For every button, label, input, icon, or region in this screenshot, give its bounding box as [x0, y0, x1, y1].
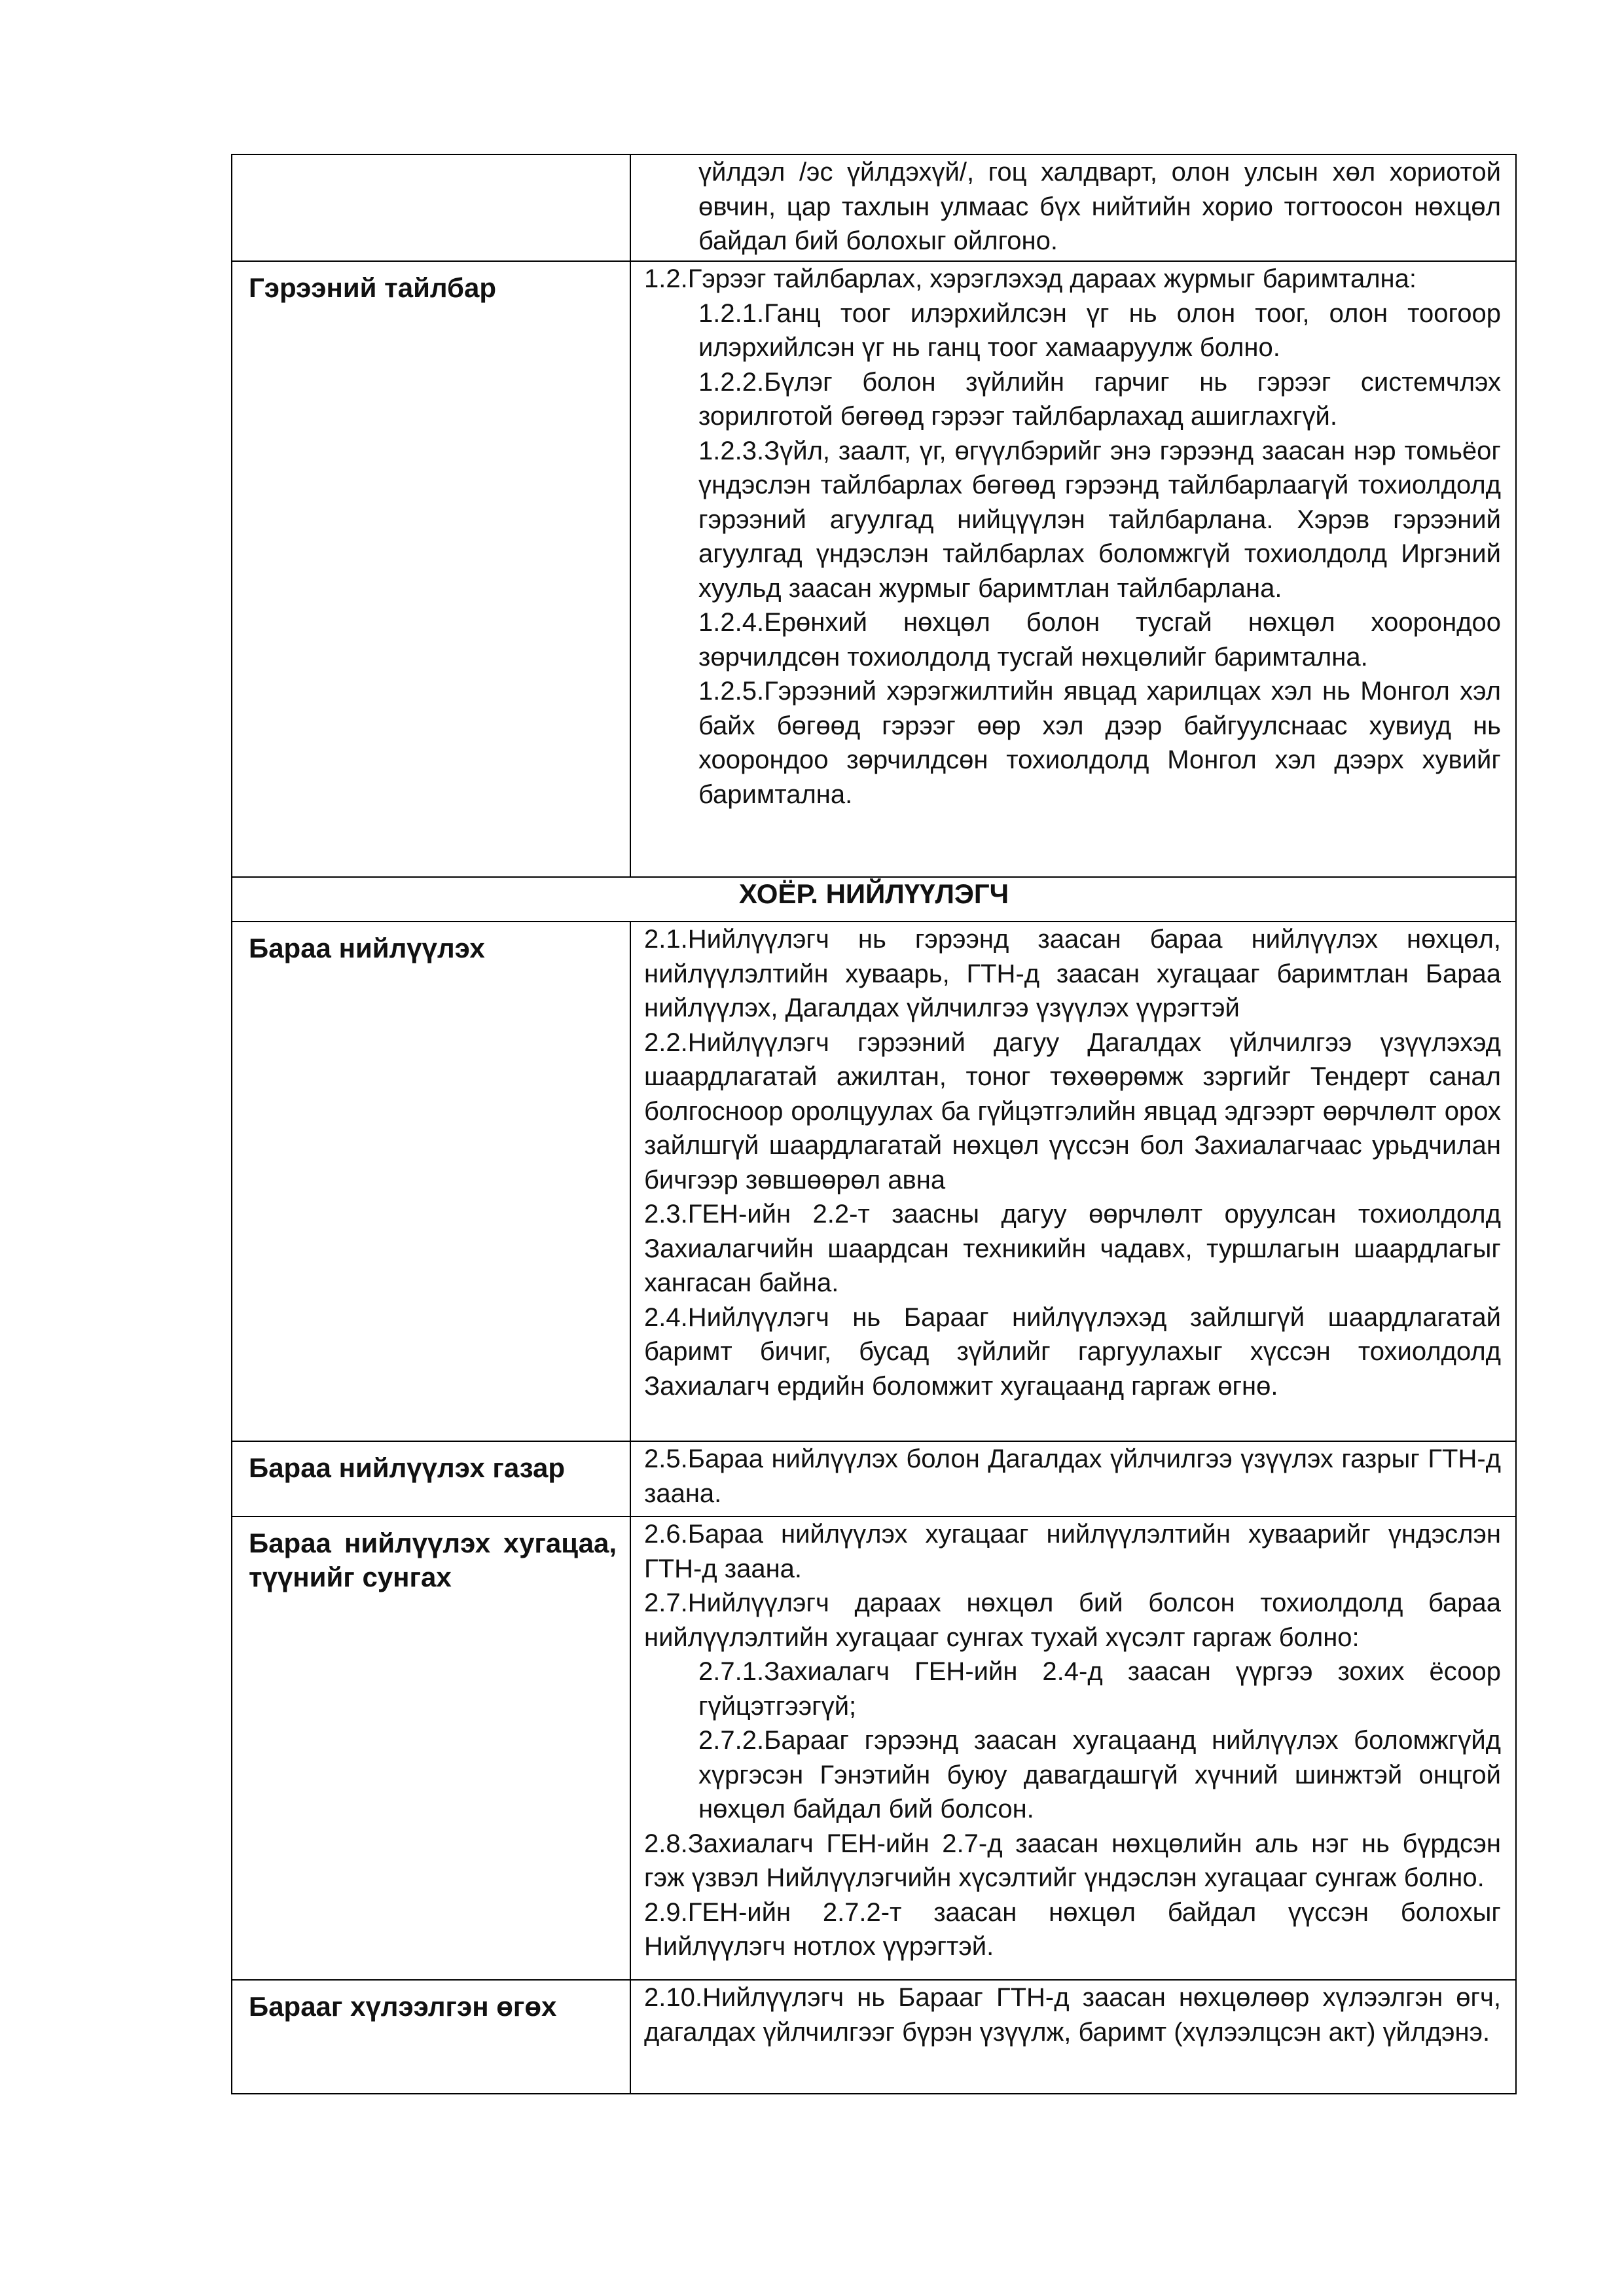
row-label: Бараа нийлүүлэх хугацаа, түүнийг сунгах	[249, 1528, 617, 1592]
clause-text: 1.2.5.Гэрээний хэрэгжилтийн явцад харилцах хэл нь Монгол хэл байх бөгөөд гэрээг өөр хэл дээр байгуулснаас хувиуд нь хоорондоо зөрчилдсөн тохиолдолд Монгол хэл дээрх хувийг баримтална.	[698, 677, 1501, 809]
row-content-cell	[630, 261, 1516, 877]
clause-text: 2.4.Нийлүүлэгч нь Барааг нийлүүлэхэд зайлшгүй шаардлагатай баримт бичиг, бусад зүйлийг гаргуулахыг хүссэн тохиолдолд Захиалагч ердийн боломжит хугацаанд гаргаж өгнө.	[644, 1302, 1501, 1401]
row-label-cell	[232, 261, 630, 877]
clause-text: 2.9.ГЕН-ийн 2.7.2-т заасан нөхцөл байдал үүссэн болохыг Нийлүүлэгч нотлох үүрэгтэй.	[644, 1897, 1501, 1961]
table-row	[232, 1441, 1516, 1516]
clause-text: 2.7.Нийлүүлэгч дараах нөхцөл бий болсон тохиолдолд бараа нийлүүлэлтийн хугацааг сунгах тухай хүсэлт гаргаж болно:	[644, 1588, 1501, 1652]
row-label-cell	[232, 1516, 630, 1980]
row-content-cell	[630, 154, 1516, 261]
clause-text: 2.7.2.Барааг гэрээнд заасан хугацаанд нийлүүлэх боломжгүйд хүргэсэн Гэнэтийн буюу давагдашгүй хүчний шинжтэй онцгой нөхцөл байдал бий болсон.	[698, 1726, 1501, 1823]
clause-text: 2.6.Бараа нийлүүлэх хугацааг нийлүүлэлтийн хуваарийг үндэслэн ГТН-д заана.	[644, 1520, 1501, 1583]
clause-text: 1.2.1.Ганц тоог илэрхийлсэн үг нь олон тоог, олон тоогоор илэрхийлсэн үг нь ганц тоог хамааруулж болно.	[698, 298, 1501, 362]
row-content-cell	[630, 1980, 1516, 2094]
row-content-cell	[630, 922, 1516, 1441]
clause-text: 2.8.Захиалагч ГЕН-ийн 2.7-д заасан нөхцөлийн аль нэг нь бүрдсэн гэж үзвэл Нийлүүлэгчийн хүсэлтийг үндэслэн хугацааг сунгаж болно.	[644, 1829, 1501, 1892]
row-content-cell	[630, 1516, 1516, 1980]
table-row	[232, 1516, 1516, 1980]
row-label: Барааг хүлээлгэн өгөх	[249, 1991, 557, 2022]
row-label: Гэрээний тайлбар	[249, 272, 496, 303]
contract-table	[231, 154, 1517, 2094]
clause-text: 2.1.Нийлүүлэгч нь гэрээнд заасан бараа нийлүүлэх нөхцөл, нийлүүлэлтийн хуваарь, ГТН-д заасан хугацааг баримтлан Бараа нийлүүлэх, Дагалдах үйлчилгээ үзүүлэх үүрэгтэй	[644, 925, 1501, 1022]
clause-text: 1.2.Гэрээг тайлбарлах, хэрэглэхэд дараах журмыг баримтална:	[644, 264, 1416, 293]
section-heading-cell	[232, 877, 1516, 922]
row-label-cell	[232, 1441, 630, 1516]
clause-text: үйлдэл /эс үйлдэхүй/, гоц халдварт, олон улсын хөл хориотой өвчин, цар тахлын улмаас бүх нийтийн хорио тогтоосон нөхцөл байдал бий болохыг ойлгоно.	[698, 158, 1501, 255]
row-content-cell	[630, 1441, 1516, 1516]
clause-text: 2.10.Нийлүүлэгч нь Барааг ГТН-д заасан нөхцөлөөр хүлээлгэн өгч, дагалдах үйлчилгээг бүрэн үзүүлж, баримт (хүлээлцсэн акт) үйлдэнэ.	[644, 1983, 1501, 2047]
row-label	[232, 155, 630, 164]
clause-text: 1.2.2.Бүлэг болон зүйлийн гарчиг нь гэрээг системчлэх зорилготой бөгөөд гэрээг тайлбарлахад ашиглахгүй.	[698, 367, 1501, 431]
table-row	[232, 154, 1516, 261]
table-row	[232, 922, 1516, 1441]
row-label: Бараа нийлүүлэх газар	[249, 1452, 566, 1483]
table-row	[232, 261, 1516, 877]
section-heading-row	[232, 877, 1516, 922]
row-label-cell	[232, 1980, 630, 2094]
table-row	[232, 1980, 1516, 2094]
row-label-cell	[232, 922, 630, 1441]
clause-text: 2.7.1.Захиалагч ГЕН-ийн 2.4-д заасан үүргээ зохих ёсоор гүйцэтгээгүй;	[698, 1657, 1501, 1721]
section-heading: ХОЁР. НИЙЛҮҮЛЭГЧ	[738, 878, 1009, 909]
row-label-cell	[232, 154, 630, 261]
clause-text: 1.2.4.Ерөнхий нөхцөл болон тусгай нөхцөл хоорондоо зөрчилдсөн тохиолдолд тусгай нөхцөлийг баримтална.	[698, 608, 1501, 672]
clause-text: 2.2.Нийлүүлэгч гэрээний дагуу Дагалдах үйлчилгээ үзүүлэхэд шаардлагатай ажилтан, тоног төхөөрөмж зэргийг Тендерт санал болгосноор оролцуулах ба гүйцэтгэлийн явцад эдгээрт өөрчлөлт орох зайлшгүй шаардлагатай нөхцөл үүссэн бол Захиалагчаас урьдчилан бичгээр зөвшөөрөл авна	[644, 1028, 1501, 1194]
row-label: Бараа нийлүүлэх	[249, 933, 485, 963]
clause-text: 2.3.ГЕН-ийн 2.2-т заасны дагуу өөрчлөлт оруулсан тохиолдолд Захиалагчийн шаардсан техникийн чадавх, туршлагын шаардлагыг хангасан байна.	[644, 1200, 1501, 1297]
clause-text: 2.5.Бараа нийлүүлэх болон Дагалдах үйлчилгээ үзүүлэх газрыг ГТН-д заана.	[644, 1444, 1501, 1508]
clause-text: 1.2.3.Зүйл, заалт, үг, өгүүлбэрийг энэ гэрээнд заасан нэр томьёог үндэслэн тайлбарлах бөгөөд гэрээнд тайлбарлаагүй тохиолдолд гэрээний агуулгад нийцүүлэн тайлбарлана. Хэрэв гэрээний агуулгад үндэслэн тайлбарлах боломжгүй тохиолдолд Иргэний хуульд заасан журмыг баримтлан тайлбарлана.	[698, 436, 1501, 603]
